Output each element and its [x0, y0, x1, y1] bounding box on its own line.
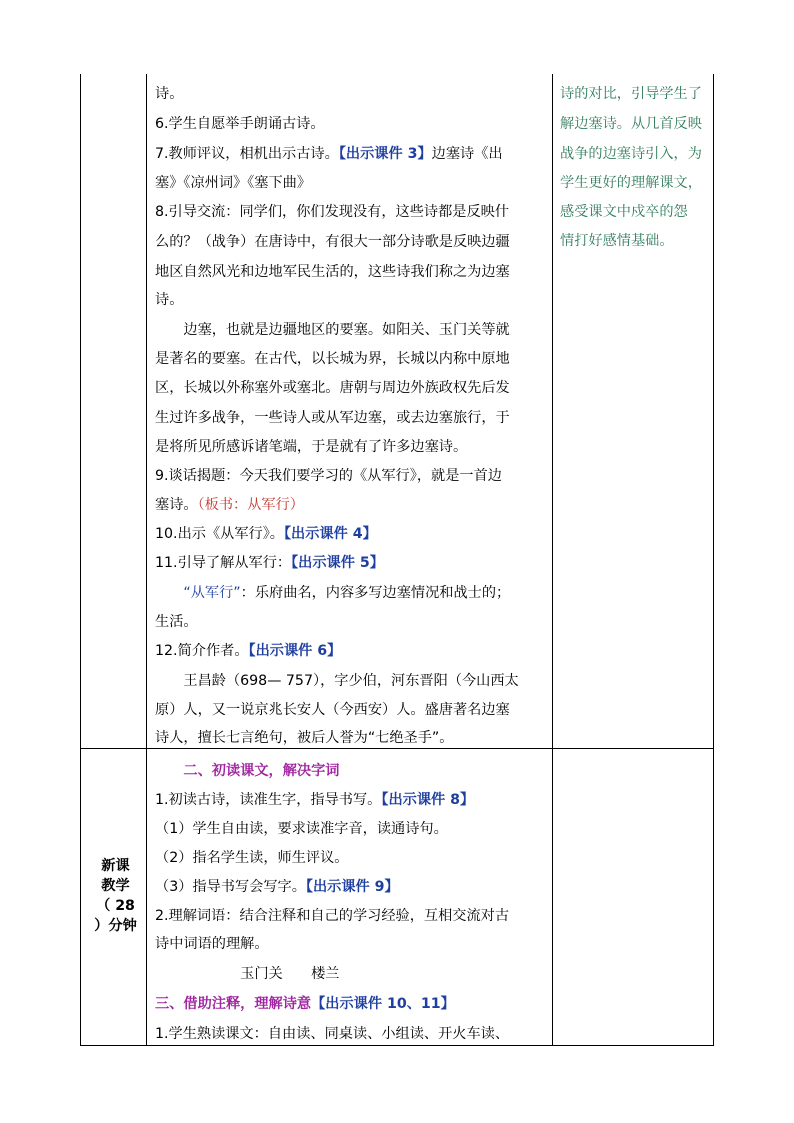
text-segment: （2）指名学生读，师生评议。 [155, 850, 349, 866]
text-segment: 11.引导了解从军行： [155, 555, 292, 571]
design-note-line: 解边塞诗。从几首反映 [560, 116, 702, 132]
text-segment: 诗。 [155, 86, 184, 102]
text-segment: 三、借助注释，理解诗意 [155, 996, 312, 1012]
text-segment: 是将所见所感诉诸笔端，于是就有了许多边塞诗。 [155, 439, 468, 455]
text-segment: 原）人，又一说京兆长安人（今西安）人。盛唐著名边塞 [155, 702, 510, 718]
lesson-text-line [155, 408, 510, 428]
lesson-text-line [155, 290, 183, 310]
lesson-text-line [155, 964, 339, 984]
text-segment: 塞》《凉州词》《塞下曲》 [155, 175, 312, 191]
lesson-text-line [155, 349, 510, 369]
text-segment: （板书：从军行） [197, 497, 304, 513]
lesson-text-line [155, 641, 341, 661]
text-segment: 边塞，也就是边疆地区的要塞。如阳关、玉门关等就 [155, 322, 510, 338]
design-note-line: 感受课文中戍卒的怨 [560, 204, 688, 220]
courseware-reference: 【出示课件 8】 [381, 792, 475, 808]
lesson-text-line [155, 320, 510, 340]
lesson-text-line [155, 612, 198, 632]
lesson-text-line [155, 524, 377, 544]
text-segment: 么的？（战争）在唐诗中，有很大一部分诗歌是反映边疆 [155, 234, 510, 250]
lesson-text-line [155, 994, 455, 1014]
lesson-text-line [155, 378, 510, 398]
lesson-text-line [155, 114, 325, 134]
lesson-text-line [155, 84, 183, 104]
text-segment: 1.学生熟读课文：自由读、同桌读、小组读、开火车读、 [155, 1026, 510, 1042]
lesson-text-line [155, 728, 453, 748]
courseware-reference: 【出示课件 5】 [291, 555, 384, 571]
text-segment: 7.教师评议，相机出示古诗。 [155, 146, 339, 162]
lesson-text-line [155, 144, 503, 164]
column-divider-1 [146, 74, 147, 1046]
text-segment: 9.谈话揭题：今天我们要学习的《从军行》，就是一首边 [155, 468, 502, 484]
lesson-text-line [155, 761, 339, 781]
lesson-text-line [155, 173, 311, 193]
lesson-text-line [155, 262, 510, 282]
courseware-reference: 【出示课件 9】 [305, 879, 399, 895]
column-divider-2 [552, 74, 553, 1046]
text-segment: 是著名的要塞。在古代，以长城为界，长城以内称中原地 [155, 351, 510, 367]
lesson-text-line [155, 583, 510, 603]
text-segment: 2.理解词语：结合注释和自己的学习经验，互相交流对古 [155, 908, 510, 924]
courseware-reference: 【出示课件 10、11】 [311, 996, 455, 1012]
lesson-text-line [155, 232, 510, 252]
text-segment: 10.出示《从军行》。 [155, 526, 284, 542]
text-segment: 诗。 [155, 292, 184, 308]
text-segment: 区，长城以外称塞外或塞北。唐朝与周边外族政权先后发 [155, 380, 510, 396]
table-border-right [713, 74, 714, 1046]
text-segment: （1）学生自由读，要求读准字音，读通诗句。 [155, 821, 448, 837]
section-label-line-2: 教学 [101, 878, 130, 894]
text-segment: 边塞诗《出 [431, 146, 503, 162]
table-border-left [80, 74, 81, 1046]
section-label-line-4: ）分钟 [94, 918, 137, 934]
text-segment: “从军行” [183, 585, 241, 601]
courseware-reference: 【出示课件 6】 [248, 643, 342, 659]
courseware-reference: 【出示课件 4】 [283, 526, 377, 542]
row-divider [80, 748, 714, 749]
lesson-text-line [155, 553, 384, 573]
text-segment: 玉门关 楼兰 [155, 966, 340, 982]
text-segment [155, 585, 183, 601]
text-segment: 王昌龄（698— 757），字少伯，河东晋阳（今山西太 [155, 673, 519, 689]
text-segment: 8.引导交流：同学们，你们发现没有，这些诗都是反映什 [155, 204, 510, 220]
text-segment: 6.学生自愿举手朗诵古诗。 [155, 116, 325, 132]
section-label-line-3: （ 28 [96, 898, 135, 914]
design-note-line: 情打好感情基础。 [560, 233, 674, 249]
lesson-text-line [155, 700, 510, 720]
text-segment: 二、初读课文，解决字词 [155, 763, 340, 779]
lesson-text-line [155, 495, 304, 515]
lesson-text-line [155, 819, 448, 839]
text-segment: 诗人，擅长七言绝句，被后人誉为“七绝圣手”。 [155, 730, 454, 746]
text-segment: 12.简介作者。 [155, 643, 249, 659]
lesson-text-line [155, 934, 269, 954]
table-border-bottom [80, 1045, 714, 1046]
lesson-text-line [155, 202, 509, 222]
text-segment: 诗中词语的理解。 [155, 936, 269, 952]
text-segment: ：乐府曲名，内容多写边塞情况和战士的； [240, 585, 511, 601]
text-segment: 1.初读古诗，读准生字，指导书写。 [155, 792, 382, 808]
lesson-text-line [155, 437, 467, 457]
lesson-text-line [155, 790, 474, 810]
lesson-text-line [155, 877, 399, 897]
design-note-line: 诗的对比，引导学生了 [560, 86, 702, 102]
text-segment: 生过许多战争，一些诗人或从军边塞，或去边塞旅行，于 [155, 410, 510, 426]
text-segment: 塞诗。 [155, 497, 198, 513]
text-segment: 生活。 [155, 614, 198, 630]
lesson-text-line [155, 671, 519, 691]
lesson-text-line [155, 466, 502, 486]
lesson-text-line [155, 1024, 509, 1044]
section-label-line-1: 新课 [101, 858, 130, 874]
lesson-text-line [155, 906, 509, 926]
text-segment: 地区自然风光和边地军民生活的，这些诗我们称之为边塞 [155, 264, 510, 280]
text-segment: （3）指导书写会写字。 [155, 879, 306, 895]
design-note-line: 战争的边塞诗引入，为 [560, 146, 702, 162]
design-note-line: 学生更好的理解课文， [560, 175, 702, 191]
lesson-text-line [155, 848, 348, 868]
courseware-reference: 【出示课件 3】 [338, 146, 432, 162]
